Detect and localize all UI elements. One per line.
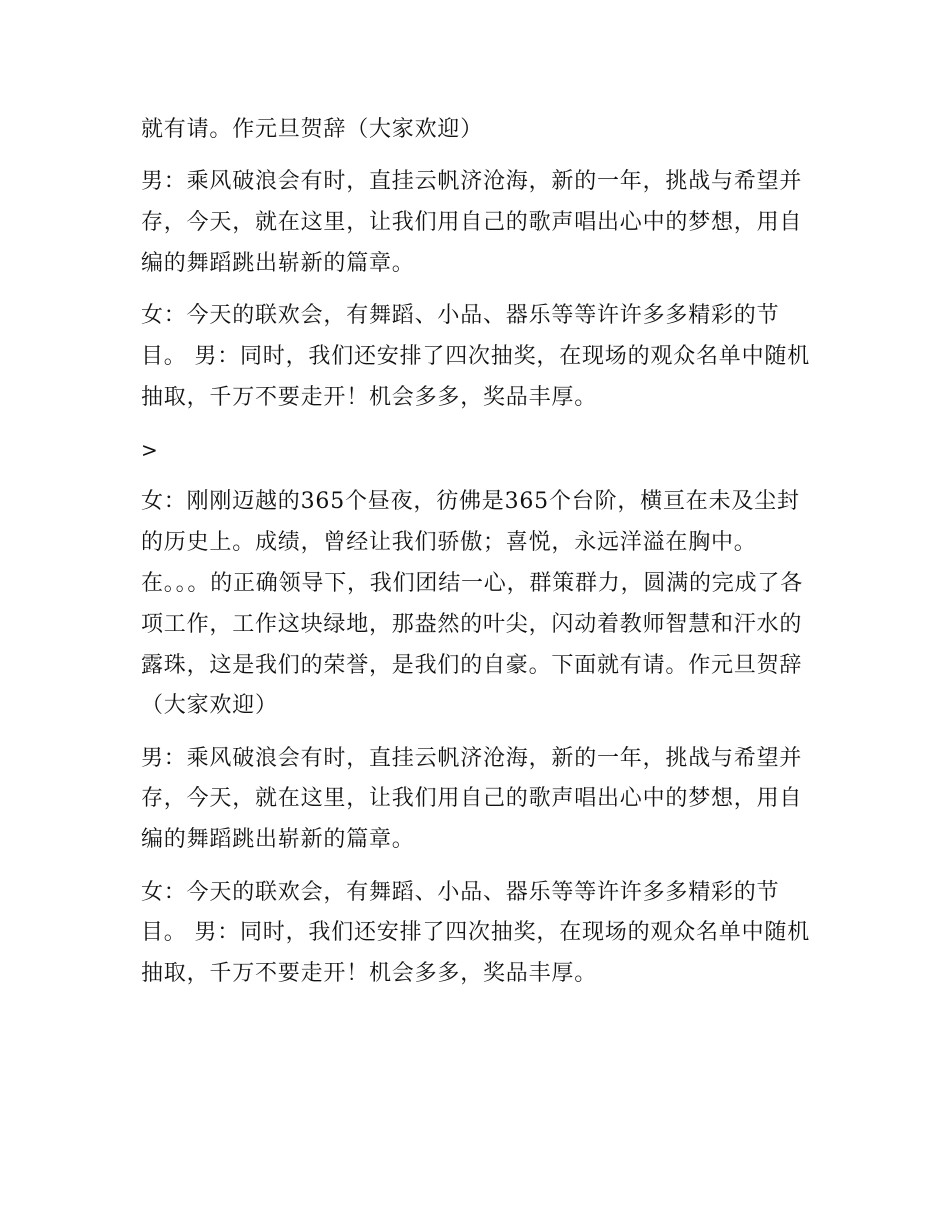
document-body <box>141 110 821 1006</box>
paragraph-female-program: 女：今天的联欢会，有舞蹈、小品、器乐等等许许多多精彩的节目。 男：同时，我们还安排了四次抽奖，在现场的观众名单中随机抽取，千万不要走开！机会多多，奖品丰厚。 <box>141 303 810 410</box>
paragraph-female-program-repeat: 女：今天的联欢会，有舞蹈、小品、器乐等等许许多多精彩的节目。 男：同时，我们还安排了四次抽奖，在现场的观众名单中随机抽取，千万不要走开！机会多多，奖品丰厚。 <box>141 879 810 987</box>
section-marker: > <box>141 438 159 463</box>
paragraph-male-newyear: 男：乘风破浪会有时，直挂云帆济沧海，新的一年，挑战与希望并存，今天，就在这里，让我们用自己的歌声唱出心中的梦想，用自编的舞蹈跳出崭新的篇章。 <box>141 169 803 276</box>
paragraph-intro-closing: 就有请。作元旦贺辞（大家欢迎） <box>141 117 484 142</box>
paragraph-female-review: 女：刚刚迈越的365个昼夜，彷佛是365个台阶，横亘在未及尘封的历史上。成绩，曾经让我们骄傲；喜悦，永远洋溢在胸中。在。。。的正确领导下，我们团结一心，群策群力，圆满的完成了各项工作，工作这块绿地，那盎然的叶尖，闪动着教师智慧和汗水的露珠，这是我们的荣誉，是我们的自豪。下面就有请。作元旦贺辞（大家欢迎） <box>141 489 804 719</box>
paragraph-male-newyear-repeat: 男：乘风破浪会有时，直挂云帆济沧海，新的一年，挑战与希望并存，今天，就在这里，让我们用自己的歌声唱出心中的梦想，用自编的舞蹈跳出崭新的篇章。 <box>141 745 803 853</box>
